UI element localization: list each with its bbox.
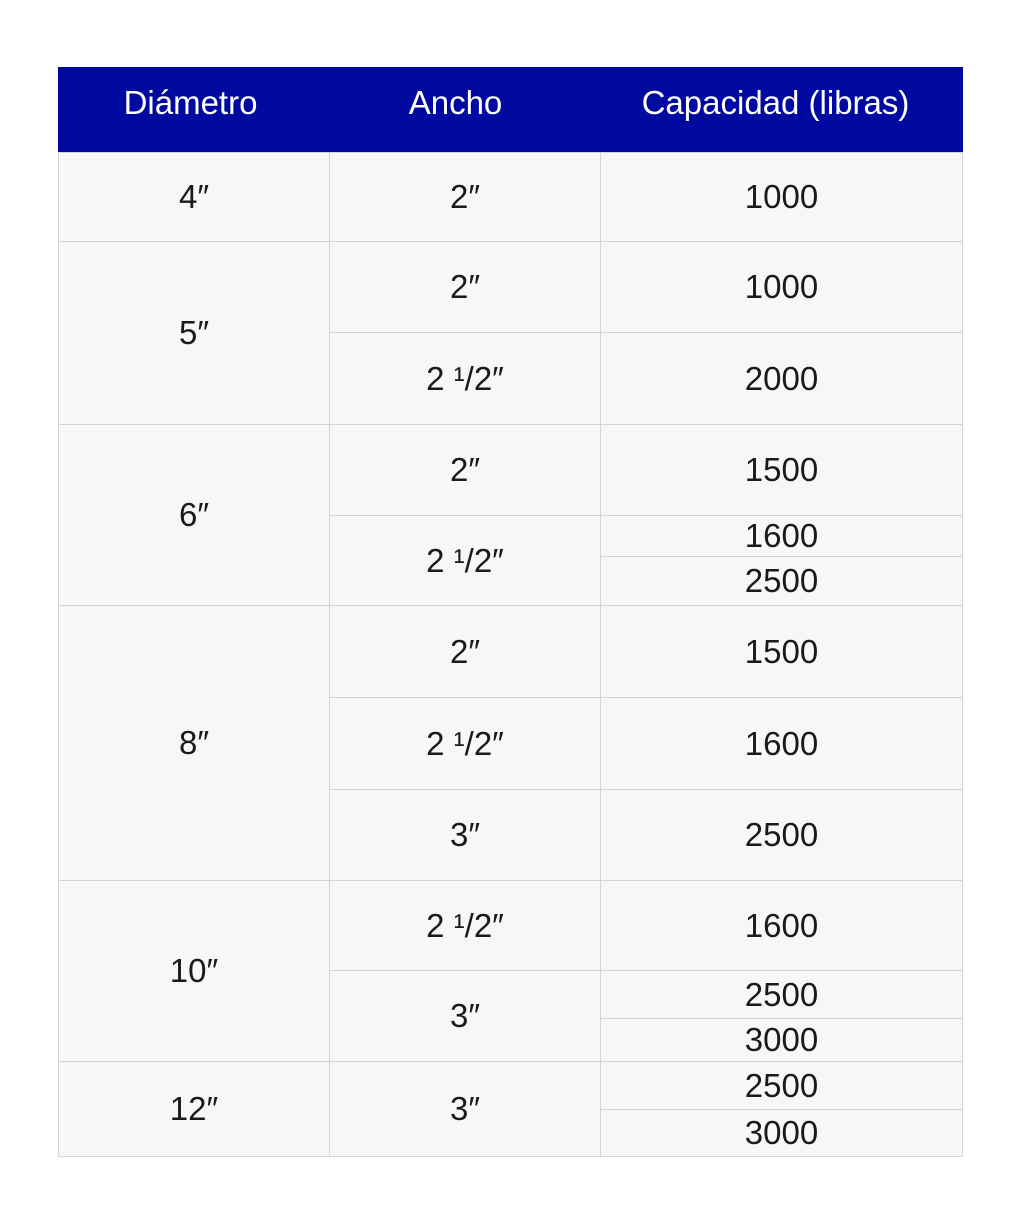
diameter-cell: 10″ <box>58 880 330 1062</box>
diameter-cell: 8″ <box>58 605 330 881</box>
width-cell: 2″ <box>329 152 601 242</box>
capacity-cell: 2500 <box>600 1061 963 1110</box>
diameter-cell: 5″ <box>58 241 330 425</box>
header-capacity: Capacidad (libras) <box>641 84 910 121</box>
capacity-cell: 2500 <box>600 789 963 881</box>
header-diameter: Diámetro <box>123 84 258 121</box>
width-cell: 2″ <box>329 605 601 698</box>
width-cell: 3″ <box>329 1061 601 1157</box>
diameter-cell: 4″ <box>58 152 330 242</box>
capacity-cell: 1600 <box>600 515 963 557</box>
diameter-cell: 12″ <box>58 1061 330 1157</box>
capacity-cell: 2000 <box>600 332 963 425</box>
capacity-cell: 1600 <box>600 880 963 971</box>
width-cell: 2 ¹/2″ <box>329 697 601 790</box>
capacity-cell: 1600 <box>600 697 963 790</box>
capacity-cell: 1000 <box>600 152 963 242</box>
capacity-cell: 2500 <box>600 556 963 606</box>
width-cell: 3″ <box>329 789 601 881</box>
capacity-cell: 1500 <box>600 424 963 516</box>
width-cell: 2″ <box>329 424 601 516</box>
width-cell: 2 ¹/2″ <box>329 515 601 606</box>
capacity-cell: 1000 <box>600 241 963 333</box>
width-cell: 2 ¹/2″ <box>329 332 601 425</box>
width-cell: 3″ <box>329 970 601 1062</box>
header-width: Ancho <box>408 84 503 121</box>
width-cell: 2 ¹/2″ <box>329 880 601 971</box>
diameter-cell: 6″ <box>58 424 330 606</box>
table-header <box>58 67 963 152</box>
width-cell: 2″ <box>329 241 601 333</box>
capacity-cell: 3000 <box>600 1018 963 1062</box>
capacity-cell: 1500 <box>600 605 963 698</box>
capacity-cell: 3000 <box>600 1109 963 1157</box>
capacity-cell: 2500 <box>600 970 963 1019</box>
